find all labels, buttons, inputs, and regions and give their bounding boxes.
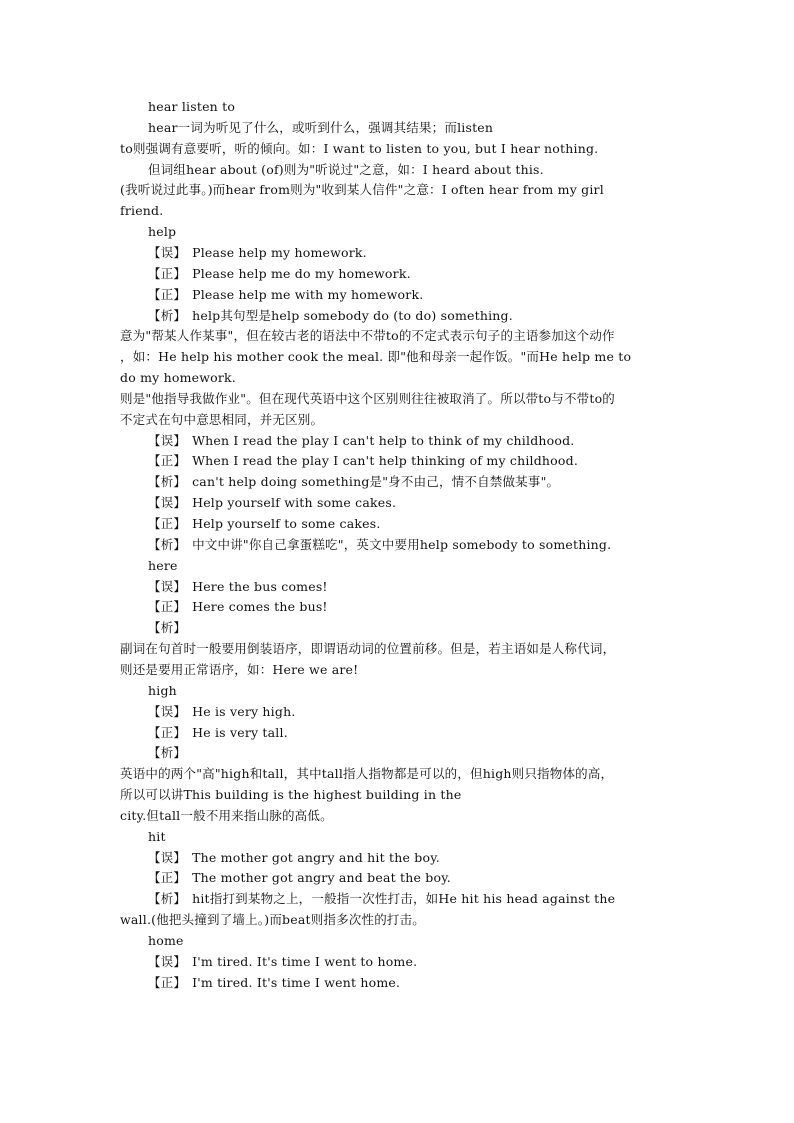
line-text: to则强调有意要听，听的倾向。如：I want to listen to you, but I hear nothing. xyxy=(120,140,599,156)
line-text: can't help doing something是"身不由己，情不自禁做某事"。 xyxy=(192,474,560,490)
text-line xyxy=(148,535,611,555)
line-text: 则是"他指导我做作业"。但在现代英语中这个区别则往往被取消了。所以带to与不带to的 xyxy=(120,390,615,406)
text-line xyxy=(120,806,333,826)
text-line xyxy=(148,431,574,451)
line-text: The mother got angry and hit the boy. xyxy=(192,849,440,865)
line-text: ，如：He help his mother cook the meal. 即"他和母亲一起作饭。"而He help me to xyxy=(120,349,632,365)
line-text: 意为"帮某人作某事"，但在较古老的语法中不带to的不定式表示句子的主语参加这个动作 xyxy=(120,328,615,344)
line-text: help xyxy=(148,224,177,240)
text-line xyxy=(148,243,367,263)
line-text: 英语中的两个"高"high和tall，其中tall指人指物都是可以的，但high则只指物体的高， xyxy=(120,766,614,782)
line-text: 所以可以讲This building is the highest building in the xyxy=(120,787,462,803)
line-tag: 【析】 xyxy=(148,307,187,323)
line-tag: 【正】 xyxy=(148,453,187,469)
text-line xyxy=(148,723,288,743)
line-text: Help yourself to some cakes. xyxy=(192,516,381,531)
text-line xyxy=(148,556,178,576)
line-text: When I read the play I can't help thinking of my childhood. xyxy=(192,453,578,469)
text-line xyxy=(148,618,192,638)
line-text: Please help me do my homework. xyxy=(192,265,411,281)
text-line xyxy=(148,264,411,284)
line-tag: 【正】 xyxy=(148,265,187,281)
text-line xyxy=(120,180,604,200)
line-tag: 【误】 xyxy=(148,495,187,511)
text-line xyxy=(120,368,236,388)
line-text: 中文中讲"你自己拿蛋糕吃"，英文中要用help somebody to something. xyxy=(192,536,612,552)
line-text: hear一词为听见了什么，或听到什么，强调其结果；而listen xyxy=(148,119,494,135)
text-line xyxy=(120,660,358,680)
line-tag: 【误】 xyxy=(148,953,187,969)
line-text: 则还是要用正常语序，如：Here we are! xyxy=(120,661,359,677)
line-text: friend. xyxy=(120,203,164,219)
text-line xyxy=(148,514,381,534)
line-tag: 【误】 xyxy=(148,703,187,719)
text-line xyxy=(148,702,296,722)
text-line xyxy=(148,931,184,951)
line-tag: 【析】 xyxy=(148,474,187,490)
text-line xyxy=(148,472,559,492)
line-tag: 【析】 xyxy=(148,745,187,761)
line-text: Here comes the bus! xyxy=(192,599,328,615)
text-line xyxy=(148,848,440,868)
text-line xyxy=(120,785,461,805)
line-text: The mother got angry and beat the boy. xyxy=(192,870,451,886)
line-text: hit xyxy=(148,828,166,844)
line-text: Please help me with my homework. xyxy=(192,286,424,302)
line-text: I'm tired. It's time I went to home. xyxy=(192,953,418,969)
line-text: He is very tall. xyxy=(192,724,288,740)
text-line xyxy=(148,597,328,617)
line-text: Please help my homework. xyxy=(192,244,367,260)
text-line xyxy=(120,410,323,430)
text-line xyxy=(120,910,425,930)
line-text: (我听说过此事。)而hear from则为"收到某人信件"之意：I often hear from my girl xyxy=(120,182,604,198)
line-text: do my homework. xyxy=(120,370,236,386)
text-line xyxy=(120,201,163,221)
text-line xyxy=(120,326,615,346)
line-tag: 【正】 xyxy=(148,286,187,302)
line-tag: 【析】 xyxy=(148,536,187,552)
line-text: hit指打到某物之上，一般指一次性打击，如He hit his head against the xyxy=(192,891,616,907)
line-text: high xyxy=(148,682,177,698)
line-tag: 【误】 xyxy=(148,849,187,865)
line-tag: 【误】 xyxy=(148,578,187,594)
line-tag: 【误】 xyxy=(148,244,187,260)
text-line xyxy=(148,97,235,117)
text-line xyxy=(148,743,192,763)
line-text: Help yourself with some cakes. xyxy=(192,495,397,511)
line-tag: 【正】 xyxy=(148,974,187,990)
line-text: When I read the play I can't help to think of my childhood. xyxy=(192,432,575,448)
text-line xyxy=(148,160,544,180)
line-tag: 【析】 xyxy=(148,891,187,907)
line-text: here xyxy=(148,557,178,573)
line-tag: 【析】 xyxy=(148,620,187,636)
line-tag: 【误】 xyxy=(148,432,187,448)
text-line xyxy=(120,139,598,159)
text-line xyxy=(148,222,176,242)
line-text: wall.(他把头撞到了墙上。)而beat则指多次性的打击。 xyxy=(120,912,425,928)
line-tag: 【正】 xyxy=(148,599,187,615)
text-line xyxy=(148,306,513,326)
text-line xyxy=(148,952,417,972)
text-line xyxy=(120,764,613,784)
line-tag: 【正】 xyxy=(148,870,187,886)
line-text: I'm tired. It's time I went home. xyxy=(192,974,401,990)
text-line xyxy=(148,451,578,471)
line-text: Here the bus comes! xyxy=(192,578,328,594)
text-line xyxy=(148,681,177,701)
text-line xyxy=(148,577,328,597)
text-line xyxy=(148,493,396,513)
line-text: 但词组hear about (of)则为"听说过"之意，如：I heard about this. xyxy=(148,161,544,177)
line-text: hear listen to xyxy=(148,99,236,114)
line-tag: 【正】 xyxy=(148,516,187,531)
text-line xyxy=(148,285,423,305)
line-text: city.但tall一般不用来指山脉的高低。 xyxy=(120,807,333,823)
line-text: He is very high. xyxy=(192,703,296,719)
text-line xyxy=(120,639,615,659)
text-line xyxy=(148,973,400,993)
line-text: help其句型是help somebody do (to do) something. xyxy=(192,307,513,323)
line-text: 不定式在句中意思相同，并无区别。 xyxy=(120,411,324,427)
text-line xyxy=(148,889,615,909)
text-line xyxy=(120,389,615,409)
text-line xyxy=(120,347,631,367)
text-line xyxy=(148,827,166,847)
line-text: home xyxy=(148,933,184,948)
line-text: 副词在句首时一般要用倒装语序，即谓语动词的位置前移。但是，若主语如是人称代词， xyxy=(120,641,616,657)
line-tag: 【正】 xyxy=(148,724,187,740)
text-line xyxy=(148,118,493,138)
text-line xyxy=(148,868,451,888)
